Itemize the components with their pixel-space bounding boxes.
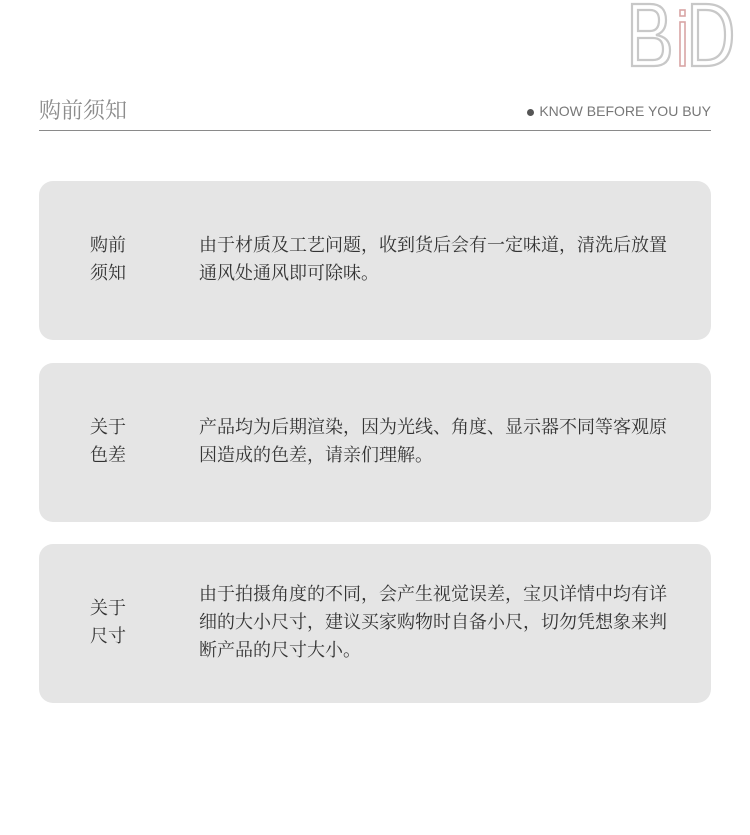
notice-card-size <box>39 544 711 703</box>
notice-card-color-difference <box>39 363 711 522</box>
page-subtitle: KNOW BEFORE YOU BUY <box>539 103 711 119</box>
bid-logo <box>626 0 736 70</box>
section-header <box>39 92 711 131</box>
card-label: 关于 色差 <box>90 417 126 466</box>
card-label: 关于 尺寸 <box>90 598 126 647</box>
bullet-dot-icon <box>527 109 534 116</box>
page-title: 购前须知 <box>39 99 128 124</box>
card-text: 由于材质及工艺问题，收到货后会有一定味道，清洗后放置通风处通风即可除味。 <box>199 235 667 284</box>
card-text: 由于拍摄角度的不同，会产生视觉误差，宝贝详情中均有详细的大小尺寸，建议买家购物时自备小尺，切勿凭想象来判断产品的尺寸大小。 <box>199 584 667 661</box>
notice-card-purchase <box>39 181 711 340</box>
card-label: 购前 须知 <box>90 235 126 284</box>
card-text: 产品均为后期渲染，因为光线、角度、显示器不同等客观原因造成的色差，请亲们理解。 <box>199 417 667 466</box>
